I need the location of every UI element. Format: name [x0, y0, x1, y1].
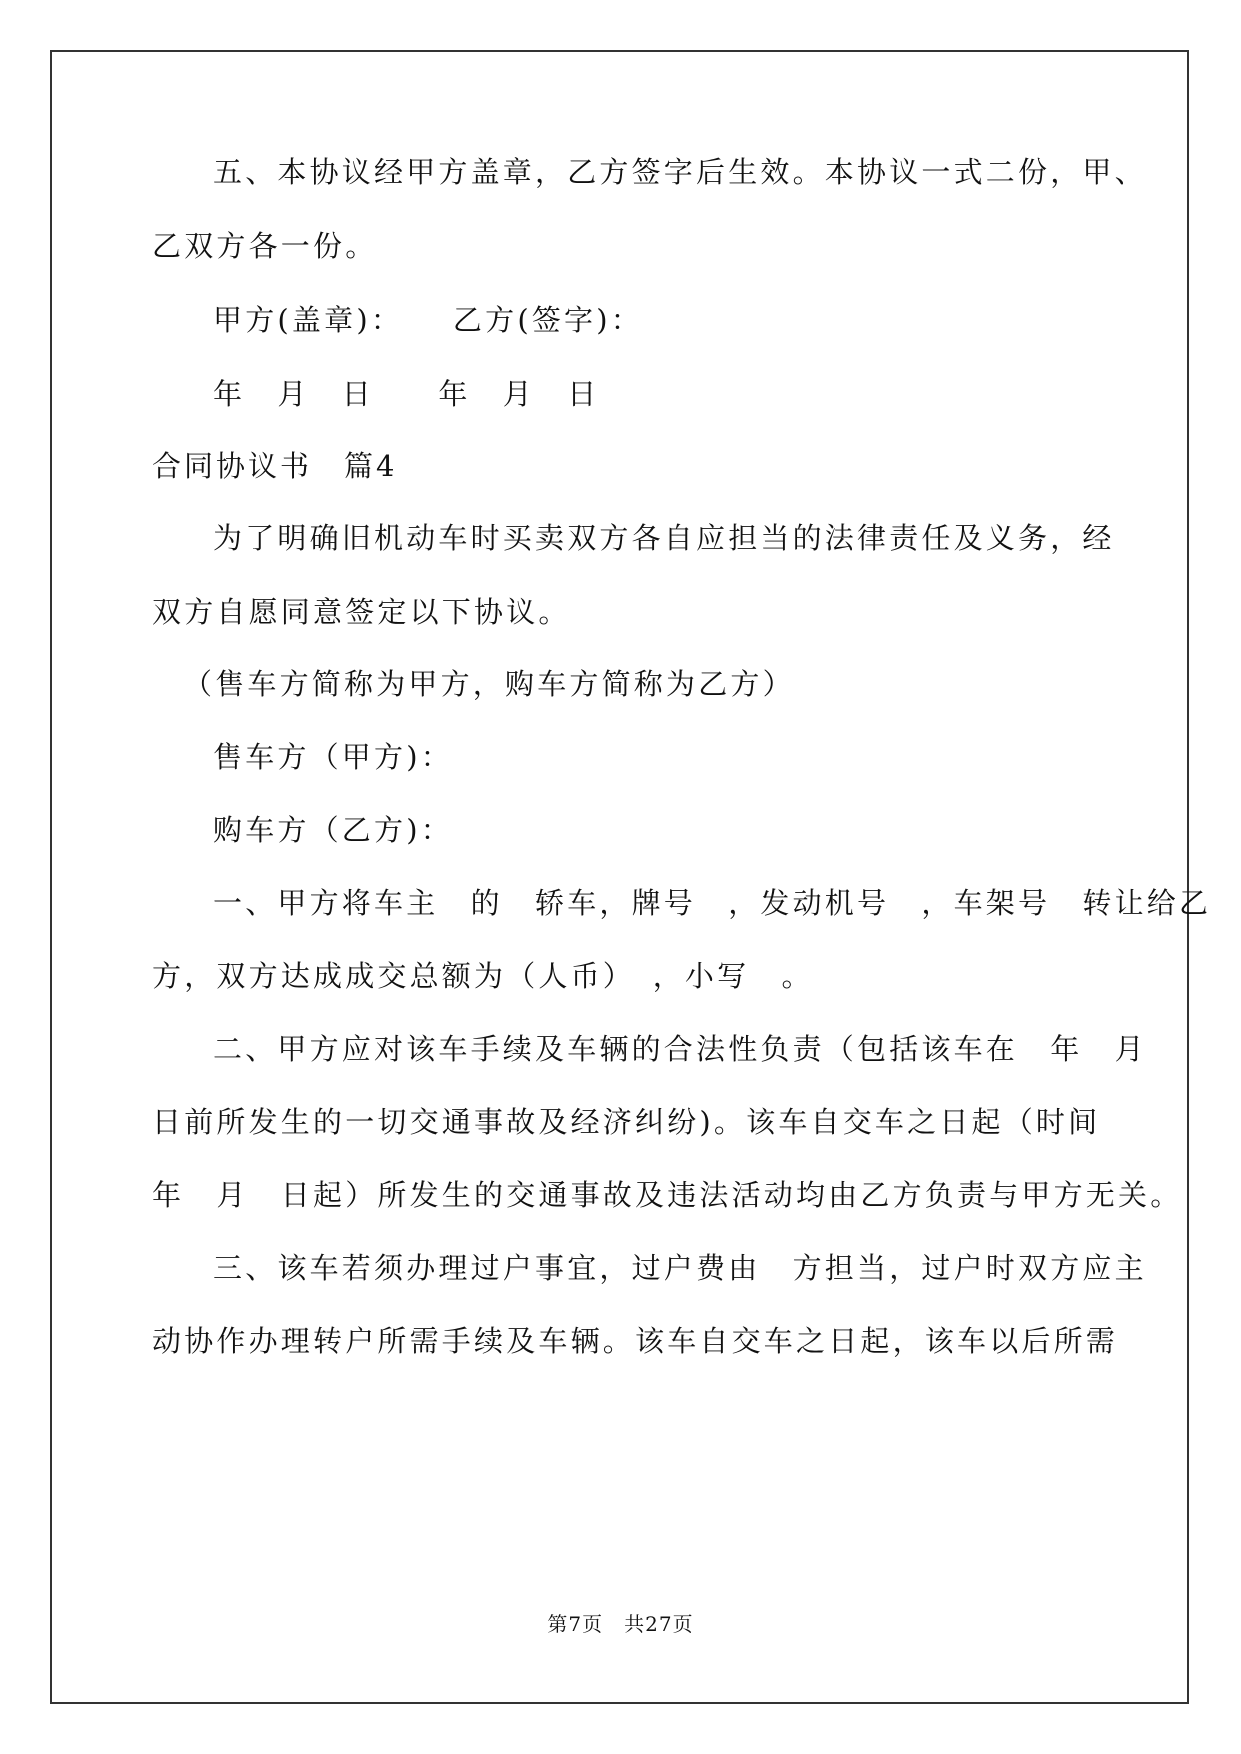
paragraph-line: 日前所发生的一切交通事故及经济纠纷)。该车自交车之日起（时间: [152, 1105, 1101, 1139]
page-number: 第7页 共27页: [547, 1612, 694, 1636]
paragraph-line: 二、甲方应对该车手续及车辆的合法性负责（包括该车在 年 月: [213, 1032, 1147, 1066]
paragraph-line: 五、本协议经甲方盖章，乙方签字后生效。本协议一式二份，甲、: [213, 155, 1147, 189]
paragraph-line: 乙双方各一份。: [152, 229, 378, 263]
paragraph-line: 一、甲方将车主 的 轿车，牌号 ，发动机号 ，车架号 转让给乙: [213, 886, 1212, 920]
date-line: 年 月 日 年 月 日: [213, 377, 600, 411]
paragraph-line: 动协作办理转户所需手续及车辆。该车自交车之日起，该车以后所需: [152, 1324, 1119, 1358]
paragraph-line: 双方自愿同意签定以下协议。: [152, 595, 571, 629]
paragraph-line: （售车方简称为甲方，购车方简称为乙方）: [183, 667, 795, 701]
paragraph-line: 售车方（甲方)：: [213, 740, 453, 774]
paragraph-line: 购车方（乙方)：: [213, 813, 453, 847]
paragraph-line: 年 月 日起）所发生的交通事故及违法活动均由乙方负责与甲方无关。: [152, 1178, 1183, 1212]
paragraph-line: 三、该车若须办理过户事宜，过户费由 方担当，过户时双方应主: [213, 1251, 1147, 1285]
paragraph-line: 为了明确旧机动车时买卖双方各自应担当的法律责任及义务，经: [213, 521, 1115, 555]
section-heading: 合同协议书 篇4: [152, 449, 398, 483]
page-border: [50, 50, 1212, 1704]
paragraph-line: 方，双方达成成交总额为（人币） ，小写 。: [152, 959, 814, 993]
signature-line: 甲方(盖章)： 乙方(签字)：: [213, 303, 643, 337]
